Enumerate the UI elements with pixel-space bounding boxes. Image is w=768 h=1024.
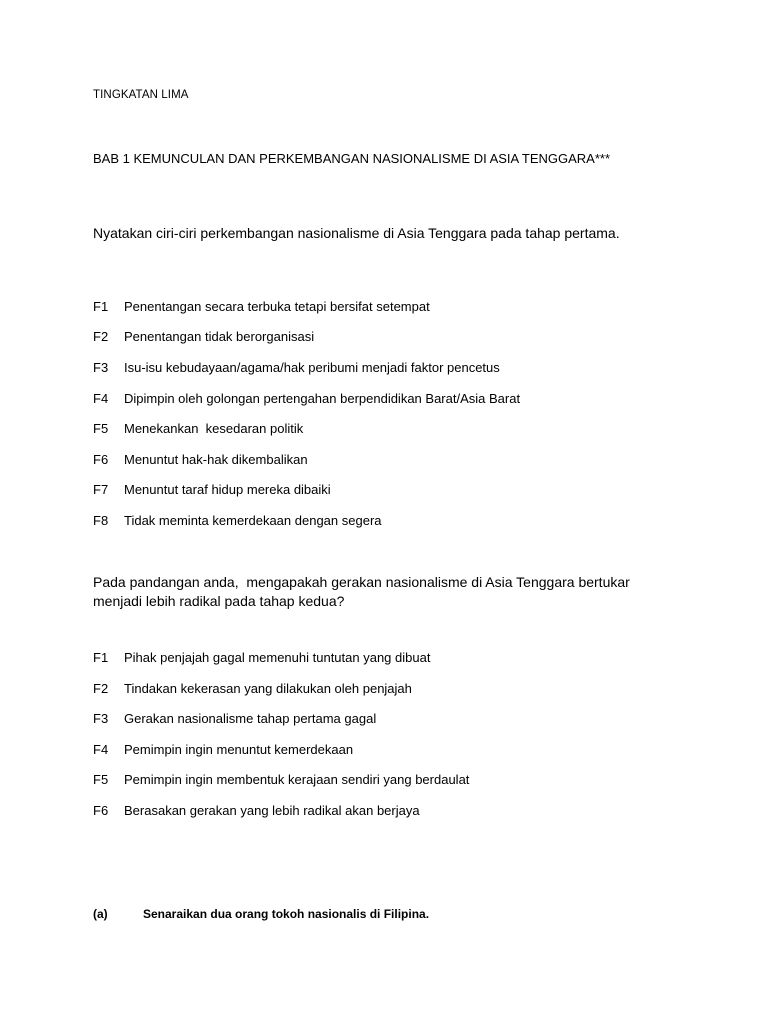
item-code: F5: [93, 772, 109, 787]
item-text: Tindakan kekerasan yang dilakukan oleh penjajah: [124, 681, 412, 696]
item-code: F8: [93, 513, 109, 528]
list-item: [93, 679, 412, 699]
list-item: [93, 358, 500, 378]
item-text: Isu-isu kebudayaan/agama/hak peribumi menjadi faktor pencetus: [124, 360, 500, 375]
list-item: [93, 480, 331, 500]
part-a-question: [93, 907, 429, 921]
question-2: Pada pandangan anda, mengapakah gerakan nasionalisme di Asia Tenggara bertukar menjadi lebih radikal pada tahap kedua?: [93, 574, 634, 609]
item-text: Pemimpin ingin membentuk kerajaan sendiri yang berdaulat: [124, 772, 470, 787]
item-code: F3: [93, 360, 109, 375]
part-a-text: Senaraikan dua orang tokoh nasionalis di Filipina.: [143, 907, 430, 921]
item-text: Tidak meminta kemerdekaan dengan segera: [124, 513, 382, 528]
item-code: F2: [93, 681, 109, 696]
item-code: F6: [93, 803, 109, 818]
item-code: F2: [93, 329, 109, 344]
list-item: [93, 648, 430, 668]
list-item: [93, 389, 520, 409]
chapter-title: BAB 1 KEMUNCULAN DAN PERKEMBANGAN NASIONALISME DI ASIA TENGGARA***: [93, 151, 611, 166]
list-item: [93, 801, 420, 821]
item-text: Berasakan gerakan yang lebih radikal akan berjaya: [124, 803, 420, 818]
part-a-label: (a): [93, 907, 108, 921]
form-level-heading: TINGKATAN LIMA: [93, 89, 189, 101]
item-code: F5: [93, 421, 109, 436]
item-text: Menuntut taraf hidup mereka dibaiki: [124, 482, 331, 497]
question-1: Nyatakan ciri-ciri perkembangan nasionalisme di Asia Tenggara pada tahap pertama.: [93, 225, 620, 241]
item-code: F4: [93, 391, 109, 406]
list-item: [93, 450, 308, 470]
item-code: F1: [93, 650, 109, 665]
item-code: F4: [93, 742, 109, 757]
item-text: Penentangan secara terbuka tetapi bersifat setempat: [124, 299, 430, 314]
list-item: [93, 740, 353, 760]
item-text: Pihak penjajah gagal memenuhi tuntutan yang dibuat: [124, 650, 431, 665]
item-text: Dipimpin oleh golongan pertengahan berpendidikan Barat/Asia Barat: [124, 391, 521, 406]
item-text: Menekankan kesedaran politik: [124, 421, 304, 436]
item-code: F7: [93, 482, 109, 497]
list-item: [93, 419, 303, 439]
list-item: [93, 297, 430, 317]
item-text: Gerakan nasionalisme tahap pertama gagal: [124, 711, 377, 726]
item-text: Penentangan tidak berorganisasi: [124, 329, 315, 344]
item-text: Pemimpin ingin menuntut kemerdekaan: [124, 742, 354, 757]
list-item: [93, 770, 469, 790]
list-item: [93, 709, 376, 729]
item-code: F6: [93, 452, 109, 467]
item-code: F3: [93, 711, 109, 726]
list-item: [93, 327, 314, 347]
item-code: F1: [93, 299, 109, 314]
list-item: [93, 511, 382, 531]
item-text: Menuntut hak-hak dikembalikan: [124, 452, 308, 467]
